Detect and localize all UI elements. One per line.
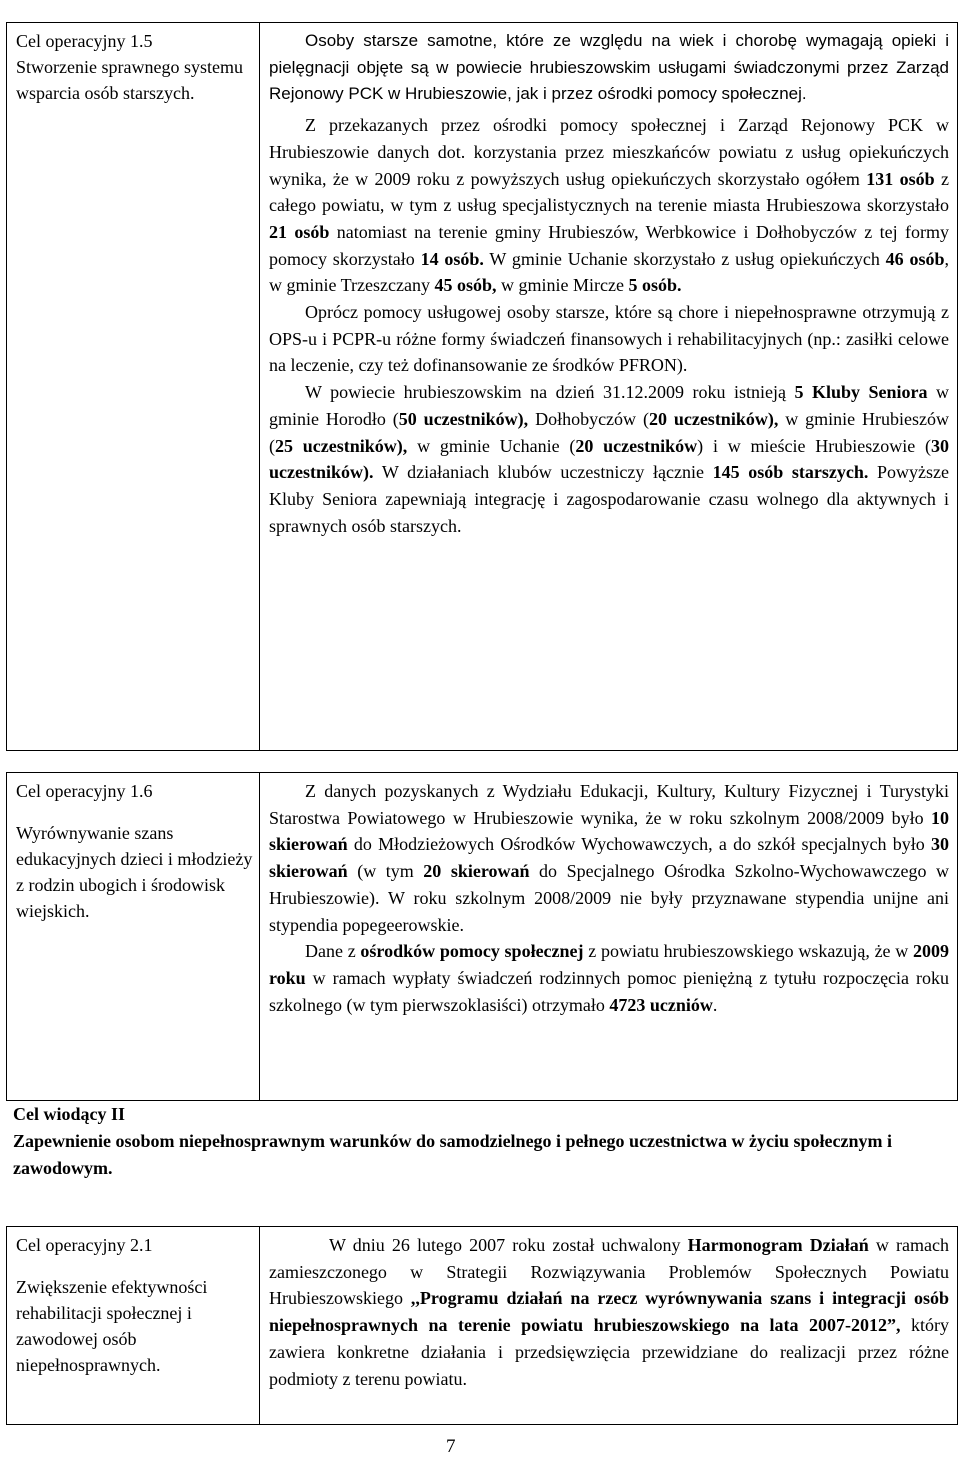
- goal-label-title: Cel operacyjny 1.6: [16, 781, 153, 801]
- goal-label-cell: [7, 23, 260, 751]
- goal-label-cell: [7, 1227, 260, 1425]
- table-goal-2-1: [6, 1226, 958, 1425]
- paragraph: Oprócz pomocy usługowej osoby starsze, które są chore i niepełnosprawne otrzymują z OPS-u i PCPR-u różne formy świadczeń finansowych i rehabilitacyjnych (np.: zasiłki celowe na leczenie, czy też dofinansowanie ze środków PFRON).: [269, 302, 949, 376]
- goal-content-cell: [260, 1227, 958, 1425]
- goal-label-description: Zwiększenie efektywności rehabilitacji społecznej i zawodowej osób niepełnosprawnych.: [16, 1277, 208, 1375]
- goal-label-description: Stworzenie sprawnego systemu wsparcia osób starszych.: [16, 57, 243, 103]
- main-goal-description: Zapewnienie osobom niepełnosprawnym warunków do samodzielnego i pełnego uczestnictwa w życiu społecznym i zawodowym.: [13, 1131, 893, 1178]
- goal-label-title: Cel operacyjny 1.5: [16, 31, 153, 51]
- paragraph: W powiecie hrubieszowskim na dzień 31.12.2009 roku istnieją 5 Kluby Seniora w gminie Horodło (50 uczestników), Dołhobyczów (20 uczestników), w gminie Hrubieszów (25 uczestników), w gminie Uchanie (20 uczestników) i w mieście Hrubieszowie (30 uczestników). W działaniach klubów uczestniczy łącznie 145 osób starszych. Powyższe Kluby Seniora zapewniają integrację i zagospodarowanie czasu wolnego dla aktywnych i sprawnych osób starszych.: [269, 382, 950, 536]
- goal-label-cell: [7, 773, 260, 1101]
- goal-content-cell: [260, 773, 958, 1101]
- goal-content-cell: [260, 23, 958, 751]
- paragraph: Z danych pozyskanych z Wydziału Edukacji, Kultury, Kultury Fizycznej i Turystyki Starostwa Powiatowego w Hrubieszowie wynika, że w roku szkolnym 2008/2009 było 10 skierowań do Młodzieżowych Ośrodków Wychowawczych, a do szkół specjalnych było 30 skierowań (w tym 20 skierowań do Specjalnego Ośrodka Szkolno-Wychowawczego w Hrubieszowie). W roku szkolnym 2008/2009 nie były przyznawane stypendia unijne ani stypendia popegeerowskie.: [269, 781, 949, 935]
- main-goal-2: [12, 1100, 950, 1183]
- paragraph: W dniu 26 lutego 2007 roku został uchwalony Harmonogram Działań w ramach zamieszczonego w Strategii Rozwiązywania Problemów Społecznych Powiatu Hrubieszowskiego ,,Programu działań na rzecz wyrównywania szans i integracji osób niepełnosprawnych na terenie powiatu hrubieszowskiego na lata 2007-2012”, który zawiera konkretne działania i przedsięwzięcia przewidziane do realizacji przez różne podmioty z terenu powiatu.: [269, 1235, 950, 1389]
- paragraph: Z przekazanych przez ośrodki pomocy społecznej i Zarząd Rejonowy PCK w Hrubieszowie danych dot. korzystania przez mieszkańców powiatu z usług opiekuńczych wynika, że w 2009 roku z powyższych usług opiekuńczych skorzystało ogółem 131 osób z całego powiatu, w tym z usług specjalistycznych na terenie miasta Hrubieszowa skorzystało 21 osób natomiast na terenie gminy Hrubieszów, Werbkowice i Dołhobyczów z tej formy pomocy skorzystało 14 osób. W gminie Uchanie skorzystało z usług opiekuńczych 46 osób, w gminie Trzeszczany 45 osób, w gminie Mircze 5 osób.: [269, 115, 949, 296]
- table-goal-1-5: [6, 22, 958, 751]
- page-number: 7: [446, 1436, 456, 1457]
- main-goal-title: Cel wiodący II: [13, 1104, 125, 1124]
- paragraph: Osoby starsze samotne, które ze względu na wiek i chorobę wymagają opieki i pielęgnacji objęte są w powiecie hrubieszowskim usługami świadczonymi przez Zarząd Rejonowy PCK w Hrubieszowie, jak i przez ośrodki pomocy społecznej.: [269, 31, 949, 104]
- goal-label-title: Cel operacyjny 2.1: [16, 1235, 153, 1255]
- table-goal-1-6: [6, 772, 958, 1101]
- paragraph: Dane z ośrodków pomocy społecznej z powiatu hrubieszowskiego wskazują, że w 2009 roku w ramach wypłaty świadczeń rodzinnych pomoc pieniężną z tytułu rozpoczęcia roku szkolnego (w tym pierwszoklasiści) otrzymało 4723 uczniów.: [269, 941, 949, 1015]
- goal-label-description: Wyrównywanie szans edukacyjnych dzieci i młodzieży z rodzin ubogich i środowisk wiejskich.: [16, 823, 253, 921]
